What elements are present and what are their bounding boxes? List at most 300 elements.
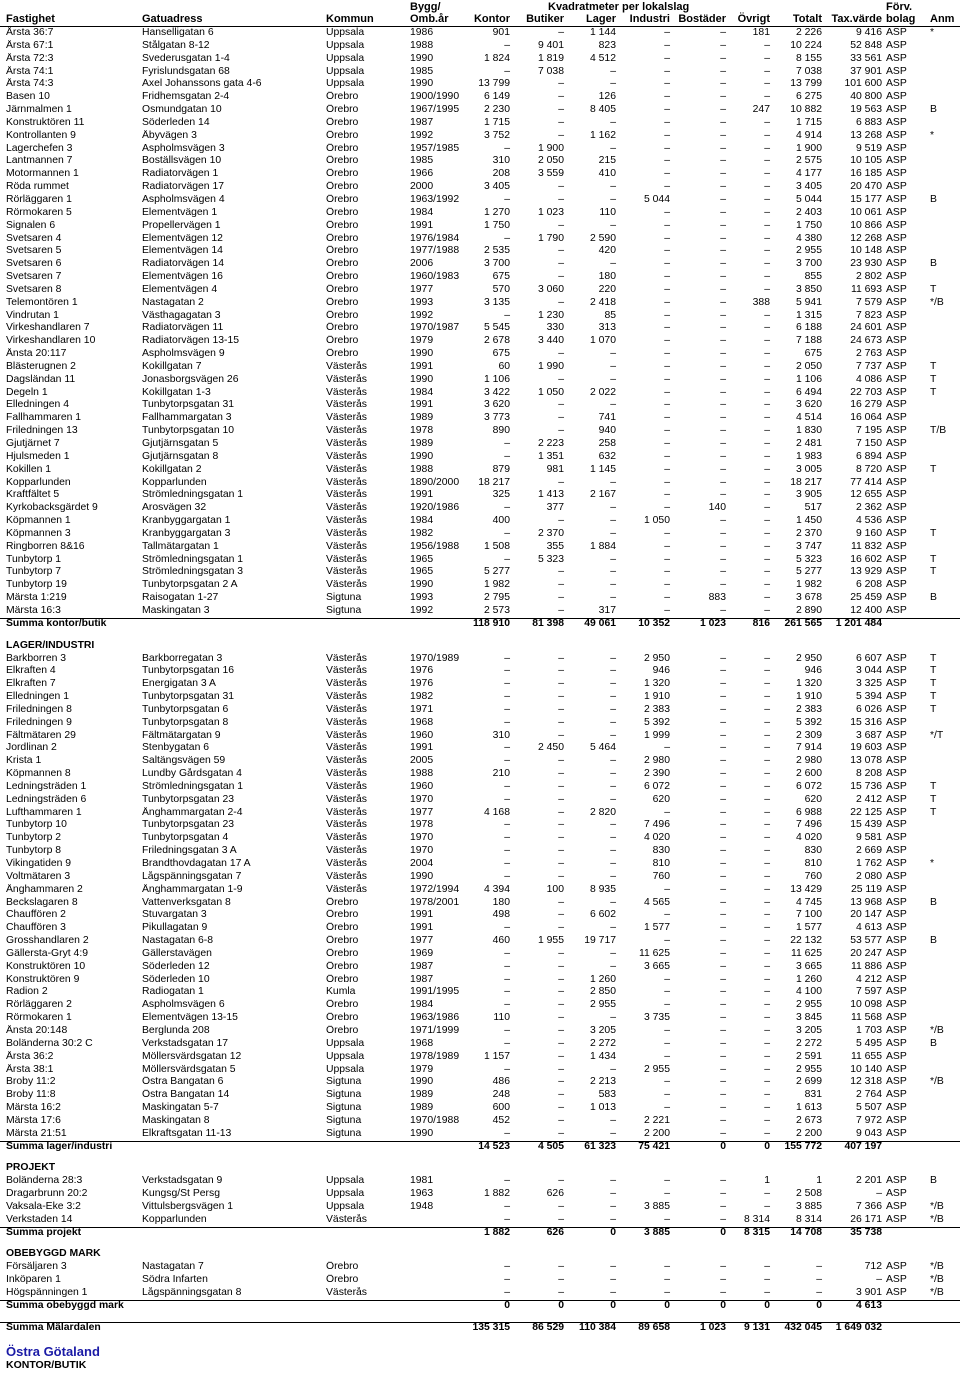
cell-taxvarde: 11 832	[850, 540, 882, 552]
cell-bostader: –	[720, 652, 726, 664]
cell-totalt: 1 900	[795, 142, 822, 154]
cell-lager: –	[610, 78, 616, 90]
cell-taxvarde: 2 669	[855, 845, 882, 857]
cell-butiker: –	[558, 947, 564, 959]
cell-lager: –	[610, 691, 616, 703]
cell-ovrigt: –	[764, 219, 770, 231]
cell-fastighet: Inköparen 1	[6, 1274, 61, 1286]
cell-totalt: 1 106	[795, 373, 822, 385]
cell-forv-bolag: ASP	[886, 489, 907, 501]
cell-ovrigt: –	[764, 1063, 770, 1075]
cell-butiker: –	[558, 592, 564, 604]
cell-totalt: 517	[804, 502, 822, 514]
cell-bostader: –	[720, 1012, 726, 1024]
cell-butiker: –	[558, 999, 564, 1011]
cell-gatuadress: Maskingatan 8	[142, 1114, 210, 1126]
cell-butiker: 9 401	[537, 39, 564, 51]
cell-lager: –	[610, 1287, 616, 1298]
cell-totalt: 5 323	[795, 553, 822, 565]
cell-taxvarde: 3 687	[855, 729, 882, 741]
cell-lager: –	[610, 1261, 616, 1273]
cell-lager: 126	[598, 91, 616, 103]
cell-forv-bolag: ASP	[886, 1089, 907, 1101]
cell-kommun: Västerås	[326, 425, 368, 437]
cell-gatuadress: Tunbytorpsgatan 8	[142, 716, 229, 728]
cell-butiker: –	[558, 960, 564, 972]
cell-industri: 620	[652, 793, 670, 805]
cell-fastighet: Broby 11:2	[6, 1076, 56, 1088]
cell-totalt: 4 020	[795, 832, 822, 844]
cell-kontor: 901	[492, 27, 510, 38]
cell-gatuadress: Strömledningsgatan 1	[142, 780, 244, 792]
cell-totalt: 2 955	[795, 245, 822, 257]
col-gatuadress: Gatuadress	[142, 13, 203, 25]
cell-totalt: 1 982	[795, 579, 822, 591]
cell-industri: –	[664, 502, 670, 514]
cell-fastighet: Virkeshandlaren 7	[6, 322, 90, 334]
cell-forv-bolag: ASP	[886, 206, 907, 218]
cell-fastighet: Krista 1	[6, 755, 42, 767]
cell-butiker: 1 050	[537, 386, 564, 398]
cell-gatuadress: Strömledningsgatan 1	[142, 553, 244, 565]
cell-butiker: 355	[546, 540, 564, 552]
cell-bygg-ar: 1988	[410, 39, 434, 51]
cell-kommun: Sigtuna	[326, 604, 362, 616]
cell-forv-bolag: ASP	[886, 181, 907, 193]
cell-bostader: –	[720, 1188, 726, 1200]
cell-butiker: 86 529	[532, 1321, 564, 1333]
cell-fastighet: Vaksala-Eke 3:2	[6, 1200, 81, 1212]
cell-totalt: 1 577	[795, 922, 822, 934]
cell-fastighet: Chauffören 2	[6, 909, 66, 921]
cell-butiker: 2 370	[537, 527, 564, 539]
cell-bygg-ar: 1990	[410, 348, 434, 360]
cell-forv-bolag: ASP	[886, 116, 907, 128]
cell-butiker: 7 038	[537, 65, 564, 77]
cell-lager: 2 272	[589, 1037, 616, 1049]
cell-forv-bolag: ASP	[886, 566, 907, 578]
cell-kommun: Sigtuna	[326, 1076, 362, 1088]
cell-totalt: 1 450	[795, 515, 822, 527]
cell-ovrigt: –	[764, 1037, 770, 1049]
table-row	[0, 1051, 960, 1064]
cell-lager: 2 418	[589, 296, 616, 308]
cell-ovrigt: –	[764, 678, 770, 690]
kvm-title: Kvadratmeter per lokalslag	[548, 1, 690, 13]
cell-kontor: 1 715	[483, 116, 510, 128]
cell-forv-bolag: ASP	[886, 780, 907, 792]
cell-kontor: 310	[492, 729, 510, 741]
cell-anm: *	[930, 858, 935, 869]
cell-taxvarde: 20 247	[850, 947, 882, 959]
cell-taxvarde: 9 160	[855, 527, 882, 539]
cell-totalt: 261 565	[784, 617, 822, 629]
cell-bostader: –	[720, 819, 726, 831]
cell-totalt: 3 850	[795, 283, 822, 295]
cell-bostader: –	[720, 896, 726, 908]
cell-fastighet: Tunbytorp 8	[6, 845, 62, 857]
table-row	[0, 66, 960, 79]
cell-bostader: –	[720, 65, 726, 77]
cell-anm: T	[930, 386, 937, 398]
cell-forv-bolag: ASP	[886, 258, 907, 270]
cell-bygg-ar: 1957/1985	[410, 142, 460, 154]
cell-taxvarde: 2 802	[855, 271, 882, 283]
cell-bygg-ar: 1984	[410, 386, 434, 398]
cell-forv-bolag: ASP	[886, 463, 907, 475]
cell-bygg-ar: 1971	[410, 703, 434, 715]
cell-industri: 7 496	[643, 819, 670, 831]
table-row	[0, 653, 960, 666]
table-row	[0, 1274, 960, 1287]
cell-kontor: –	[504, 691, 510, 703]
cell-anm: T	[930, 678, 937, 690]
cell-industri: –	[664, 883, 670, 895]
cell-taxvarde: 5 507	[855, 1102, 882, 1114]
cell-butiker: –	[558, 922, 564, 934]
cell-gatuadress: Raisogatan 1-27	[142, 592, 219, 604]
cell-anm: *	[930, 129, 935, 141]
cell-totalt: 1 320	[795, 678, 822, 690]
cell-butiker: –	[558, 703, 564, 715]
table-row	[0, 387, 960, 400]
cell-fastighet: Märsta 1:219	[6, 592, 67, 604]
cell-lager: 741	[598, 412, 616, 424]
cell-bygg-ar: 1989	[410, 412, 434, 424]
cell-bostader: –	[720, 1089, 726, 1101]
table-row	[0, 665, 960, 678]
cell-totalt: 946	[804, 665, 822, 677]
cell-bygg-ar: 1991	[410, 399, 434, 411]
cell-gatuadress: Tunbytorpsgatan 23	[142, 819, 235, 831]
table-row	[0, 335, 960, 348]
cell-bygg-ar: 2006	[410, 258, 434, 270]
cell-taxvarde: 7 195	[855, 425, 882, 437]
cell-bostader: –	[720, 1175, 726, 1187]
cell-fastighet: Köpmannen 1	[6, 515, 71, 527]
col-kommun: Kommun	[326, 13, 374, 25]
cell-kontor: –	[504, 553, 510, 565]
cell-bygg-ar: 1984	[410, 999, 434, 1011]
cell-forv-bolag: ASP	[886, 1063, 907, 1075]
table-body	[0, 27, 960, 1335]
cell-lager: 2 022	[589, 386, 616, 398]
table-row	[0, 438, 960, 451]
cell-butiker: –	[558, 476, 564, 488]
cell-anm: T	[930, 780, 937, 792]
cell-totalt: –	[816, 1274, 822, 1286]
region-subheading: KONTOR/BUTIK	[6, 1358, 87, 1371]
cell-bostader: –	[720, 540, 726, 552]
cell-bygg-ar: 1966	[410, 168, 434, 180]
cell-totalt: 6 188	[795, 322, 822, 334]
cell-lager: –	[610, 1063, 616, 1075]
cell-gatuadress: Gjutjärnsgatan 5	[142, 438, 219, 449]
cell-bostader: –	[720, 1063, 726, 1075]
cell-butiker: –	[558, 1012, 564, 1024]
cell-anm: B	[930, 1175, 937, 1187]
table-row	[0, 425, 960, 438]
cell-kontor: –	[504, 742, 510, 754]
cell-totalt: 1 613	[795, 1102, 822, 1114]
cell-industri: –	[664, 592, 670, 604]
cell-butiker: –	[558, 1274, 564, 1286]
cell-gatuadress: Kranbyggargatan 1	[142, 515, 231, 527]
table-row	[0, 541, 960, 554]
cell-forv-bolag: ASP	[886, 348, 907, 360]
cell-bostader: –	[720, 832, 726, 844]
cell-butiker: –	[558, 129, 564, 141]
table-row	[0, 678, 960, 691]
cell-lager: –	[610, 793, 616, 805]
cell-forv-bolag: ASP	[886, 245, 907, 257]
col-butiker: Butiker	[526, 13, 564, 25]
cell-totalt: 2 673	[795, 1114, 822, 1126]
cell-bostader: –	[720, 412, 726, 424]
section-title-text: LAGER/INDUSTRI	[6, 639, 95, 651]
cell-forv-bolag: ASP	[886, 896, 907, 908]
cell-gatuadress: Verkstadsgatan 9	[142, 1175, 223, 1187]
cell-bygg-ar: 1990	[410, 52, 434, 64]
cell-fastighet: Vindrutan 1	[6, 309, 59, 321]
cell-lager: –	[610, 65, 616, 77]
section-sum-row	[0, 618, 960, 631]
cell-fastighet: Verkstaden 14	[6, 1213, 73, 1225]
cell-lager: –	[610, 1213, 616, 1225]
table-row	[0, 1089, 960, 1102]
cell-ovrigt: –	[764, 91, 770, 103]
cell-butiker: –	[558, 1089, 564, 1101]
cell-bostader: –	[720, 870, 726, 882]
cell-industri: –	[664, 540, 670, 552]
cell-bygg-ar: 1991	[410, 742, 434, 754]
cell-industri: –	[664, 579, 670, 591]
cell-kommun: Örebro	[326, 348, 359, 360]
cell-taxvarde: 25 459	[850, 592, 882, 604]
cell-kommun: Örebro	[326, 909, 359, 921]
cell-totalt: 3 885	[795, 1200, 822, 1212]
cell-forv-bolag: ASP	[886, 1076, 907, 1088]
cell-butiker: –	[558, 845, 564, 857]
cell-forv-bolag: ASP	[886, 412, 907, 424]
cell-kontor: –	[504, 1274, 510, 1286]
cell-kontor: 3 620	[483, 399, 510, 411]
cell-anm: */B	[930, 1024, 944, 1036]
cell-kommun: Västerås	[326, 412, 368, 424]
cell-lager: –	[610, 527, 616, 539]
cell-ovrigt: –	[764, 896, 770, 908]
cell-butiker: 377	[546, 502, 564, 514]
cell-bygg-ar: 1920/1986	[410, 502, 460, 514]
table-row	[0, 284, 960, 297]
cell-industri: 2 950	[643, 652, 670, 664]
cell-butiker: –	[558, 271, 564, 283]
cell-kommun: Västerås	[326, 755, 368, 767]
cell-forv-bolag: ASP	[886, 793, 907, 805]
cell-fastighet: Kontrollanten 9	[6, 129, 76, 141]
cell-bygg-ar: 1989	[410, 1089, 434, 1101]
cell-taxvarde: 16 064	[850, 412, 882, 424]
cell-industri: 3 735	[643, 1012, 670, 1024]
cell-bostader: –	[720, 553, 726, 565]
table-row	[0, 53, 960, 66]
cell-bygg-ar: 1969	[410, 947, 434, 959]
cell-fastighet: Broby 11:8	[6, 1089, 56, 1101]
cell-taxvarde: 9 416	[855, 27, 882, 38]
cell-bygg-ar: 1984	[410, 515, 434, 527]
table-row	[0, 845, 960, 858]
cell-bostader: –	[720, 986, 726, 998]
cell-fastighet: Summa Mälardalen	[6, 1321, 101, 1333]
cell-industri: –	[664, 168, 670, 180]
cell-anm: B	[930, 258, 937, 270]
cell-gatuadress: Hanselligatan 6	[142, 27, 214, 38]
cell-industri: 11 625	[638, 947, 670, 959]
cell-bostader: –	[720, 947, 726, 959]
cell-kontor: –	[504, 947, 510, 959]
cell-forv-bolag: ASP	[886, 1102, 907, 1114]
cell-gatuadress: Fyrislundsgatan 68	[142, 65, 230, 77]
cell-lager: 61 323	[584, 1140, 616, 1152]
cell-bygg-ar: 1990	[410, 1076, 434, 1088]
cell-kommun: Uppsala	[326, 1037, 365, 1049]
cell-gatuadress: Fridhemsgatan 2-4	[142, 91, 230, 103]
cell-taxvarde: 1 201 484	[835, 617, 882, 629]
table-row	[0, 1012, 960, 1025]
cell-lager: 220	[598, 283, 616, 295]
cell-butiker: –	[558, 858, 564, 869]
cell-gatuadress: Åbyvägen 3	[142, 129, 197, 141]
cell-fastighet: Ledningsträden 6	[6, 793, 87, 805]
cell-taxvarde: 11 568	[850, 1012, 882, 1024]
cell-totalt: 14 708	[790, 1226, 822, 1238]
cell-bostader: –	[720, 232, 726, 244]
cell-ovrigt: –	[764, 742, 770, 754]
cell-taxvarde: 16 602	[850, 553, 882, 565]
cell-gatuadress: Fallhammargatan 3	[142, 412, 232, 424]
cell-forv-bolag: ASP	[886, 1188, 907, 1200]
cell-fastighet: Vikingatiden 9	[6, 858, 72, 869]
cell-bostader: –	[720, 168, 726, 180]
cell-ovrigt: –	[764, 716, 770, 728]
cell-gatuadress: Axel Johanssons gata 4-6	[142, 78, 262, 90]
cell-lager: 6 602	[589, 909, 616, 921]
cell-forv-bolag: ASP	[886, 476, 907, 488]
cell-totalt: 6 988	[795, 806, 822, 818]
cell-totalt: 1 715	[795, 116, 822, 128]
cell-kontor: 2 230	[483, 104, 510, 116]
cell-forv-bolag: ASP	[886, 806, 907, 818]
cell-gatuadress: Aspholmsvägen 4	[142, 193, 225, 205]
cell-industri: –	[664, 232, 670, 244]
cell-lager: –	[610, 1200, 616, 1212]
cell-totalt: 2 272	[795, 1037, 822, 1049]
table-row	[0, 464, 960, 477]
cell-butiker: –	[558, 258, 564, 270]
cell-kommun: Västerås	[326, 489, 368, 501]
cell-forv-bolag: ASP	[886, 296, 907, 308]
cell-taxvarde: 26 171	[850, 1213, 882, 1225]
cell-butiker: –	[558, 1287, 564, 1298]
cell-gatuadress: Brandthovdagatan 17 A	[142, 858, 251, 869]
cell-kontor: –	[504, 1200, 510, 1212]
table-row	[0, 768, 960, 781]
cell-totalt: 2 200	[795, 1127, 822, 1139]
cell-anm: T/B	[930, 425, 947, 437]
cell-ovrigt: –	[764, 39, 770, 51]
cell-taxvarde: 53 577	[850, 935, 882, 947]
cell-industri: –	[664, 1213, 670, 1225]
cell-forv-bolag: ASP	[886, 360, 907, 372]
cell-totalt: 2 383	[795, 703, 822, 715]
cell-industri: –	[664, 1037, 670, 1049]
cell-bostader: –	[720, 245, 726, 257]
cell-industri: –	[664, 1188, 670, 1200]
section-sum-row	[0, 1141, 960, 1154]
cell-forv-bolag: ASP	[886, 219, 907, 231]
cell-lager: –	[610, 116, 616, 128]
cell-bygg-ar: 1987	[410, 973, 434, 985]
cell-kontor: 400	[492, 515, 510, 527]
cell-fastighet: Köpmannen 3	[6, 527, 71, 539]
cell-fastighet: Årsta 74:1	[6, 65, 54, 77]
cell-kontor: –	[504, 678, 510, 690]
table-row	[0, 1175, 960, 1188]
cell-forv-bolag: ASP	[886, 399, 907, 411]
cell-bygg-ar: 1900/1990	[410, 91, 460, 103]
cell-totalt: 4 914	[795, 129, 822, 141]
cell-bygg-ar: 1992	[410, 309, 434, 321]
cell-gatuadress: Lågspänningsgatan 7	[142, 870, 242, 882]
cell-butiker: –	[558, 193, 564, 205]
cell-kommun: Sigtuna	[326, 1114, 362, 1126]
cell-kontor: –	[504, 716, 510, 728]
cell-bostader: –	[720, 322, 726, 334]
cell-butiker: –	[558, 296, 564, 308]
cell-fastighet: Köpmannen 8	[6, 768, 71, 780]
cell-anm: B	[930, 896, 937, 908]
cell-kontor: –	[504, 960, 510, 972]
cell-kommun: Västerås	[326, 665, 368, 677]
cell-anm: T	[930, 283, 937, 295]
cell-totalt: 7 188	[795, 335, 822, 347]
cell-butiker: 1 023	[537, 206, 564, 218]
cell-butiker: –	[558, 373, 564, 385]
table-row	[0, 27, 960, 40]
cell-gatuadress: Nastagatan 7	[142, 1261, 204, 1273]
col-fastighet: Fastighet	[6, 13, 55, 25]
cell-industri: 3 665	[643, 960, 670, 972]
cell-bostader: –	[720, 116, 726, 128]
cell-butiker: –	[558, 1213, 564, 1225]
cell-fastighet: Elledningen 1	[6, 691, 69, 703]
cell-kontor: 135 315	[472, 1321, 510, 1333]
cell-forv-bolag: ASP	[886, 322, 907, 334]
cell-taxvarde: 20 147	[850, 909, 882, 921]
cell-fastighet: Årsta 38:1	[6, 1063, 54, 1075]
cell-taxvarde: 2 412	[855, 793, 882, 805]
cell-ovrigt: –	[764, 870, 770, 882]
cell-taxvarde: –	[876, 1274, 882, 1286]
cell-industri: –	[664, 296, 670, 308]
cell-kommun: Örebro	[326, 973, 359, 985]
table-row	[0, 1214, 960, 1227]
cell-lager: –	[610, 181, 616, 193]
cell-butiker: 1 790	[537, 232, 564, 244]
cell-fastighet: Försäljaren 3	[6, 1261, 67, 1273]
cell-anm: T	[930, 360, 937, 372]
table-row	[0, 297, 960, 310]
